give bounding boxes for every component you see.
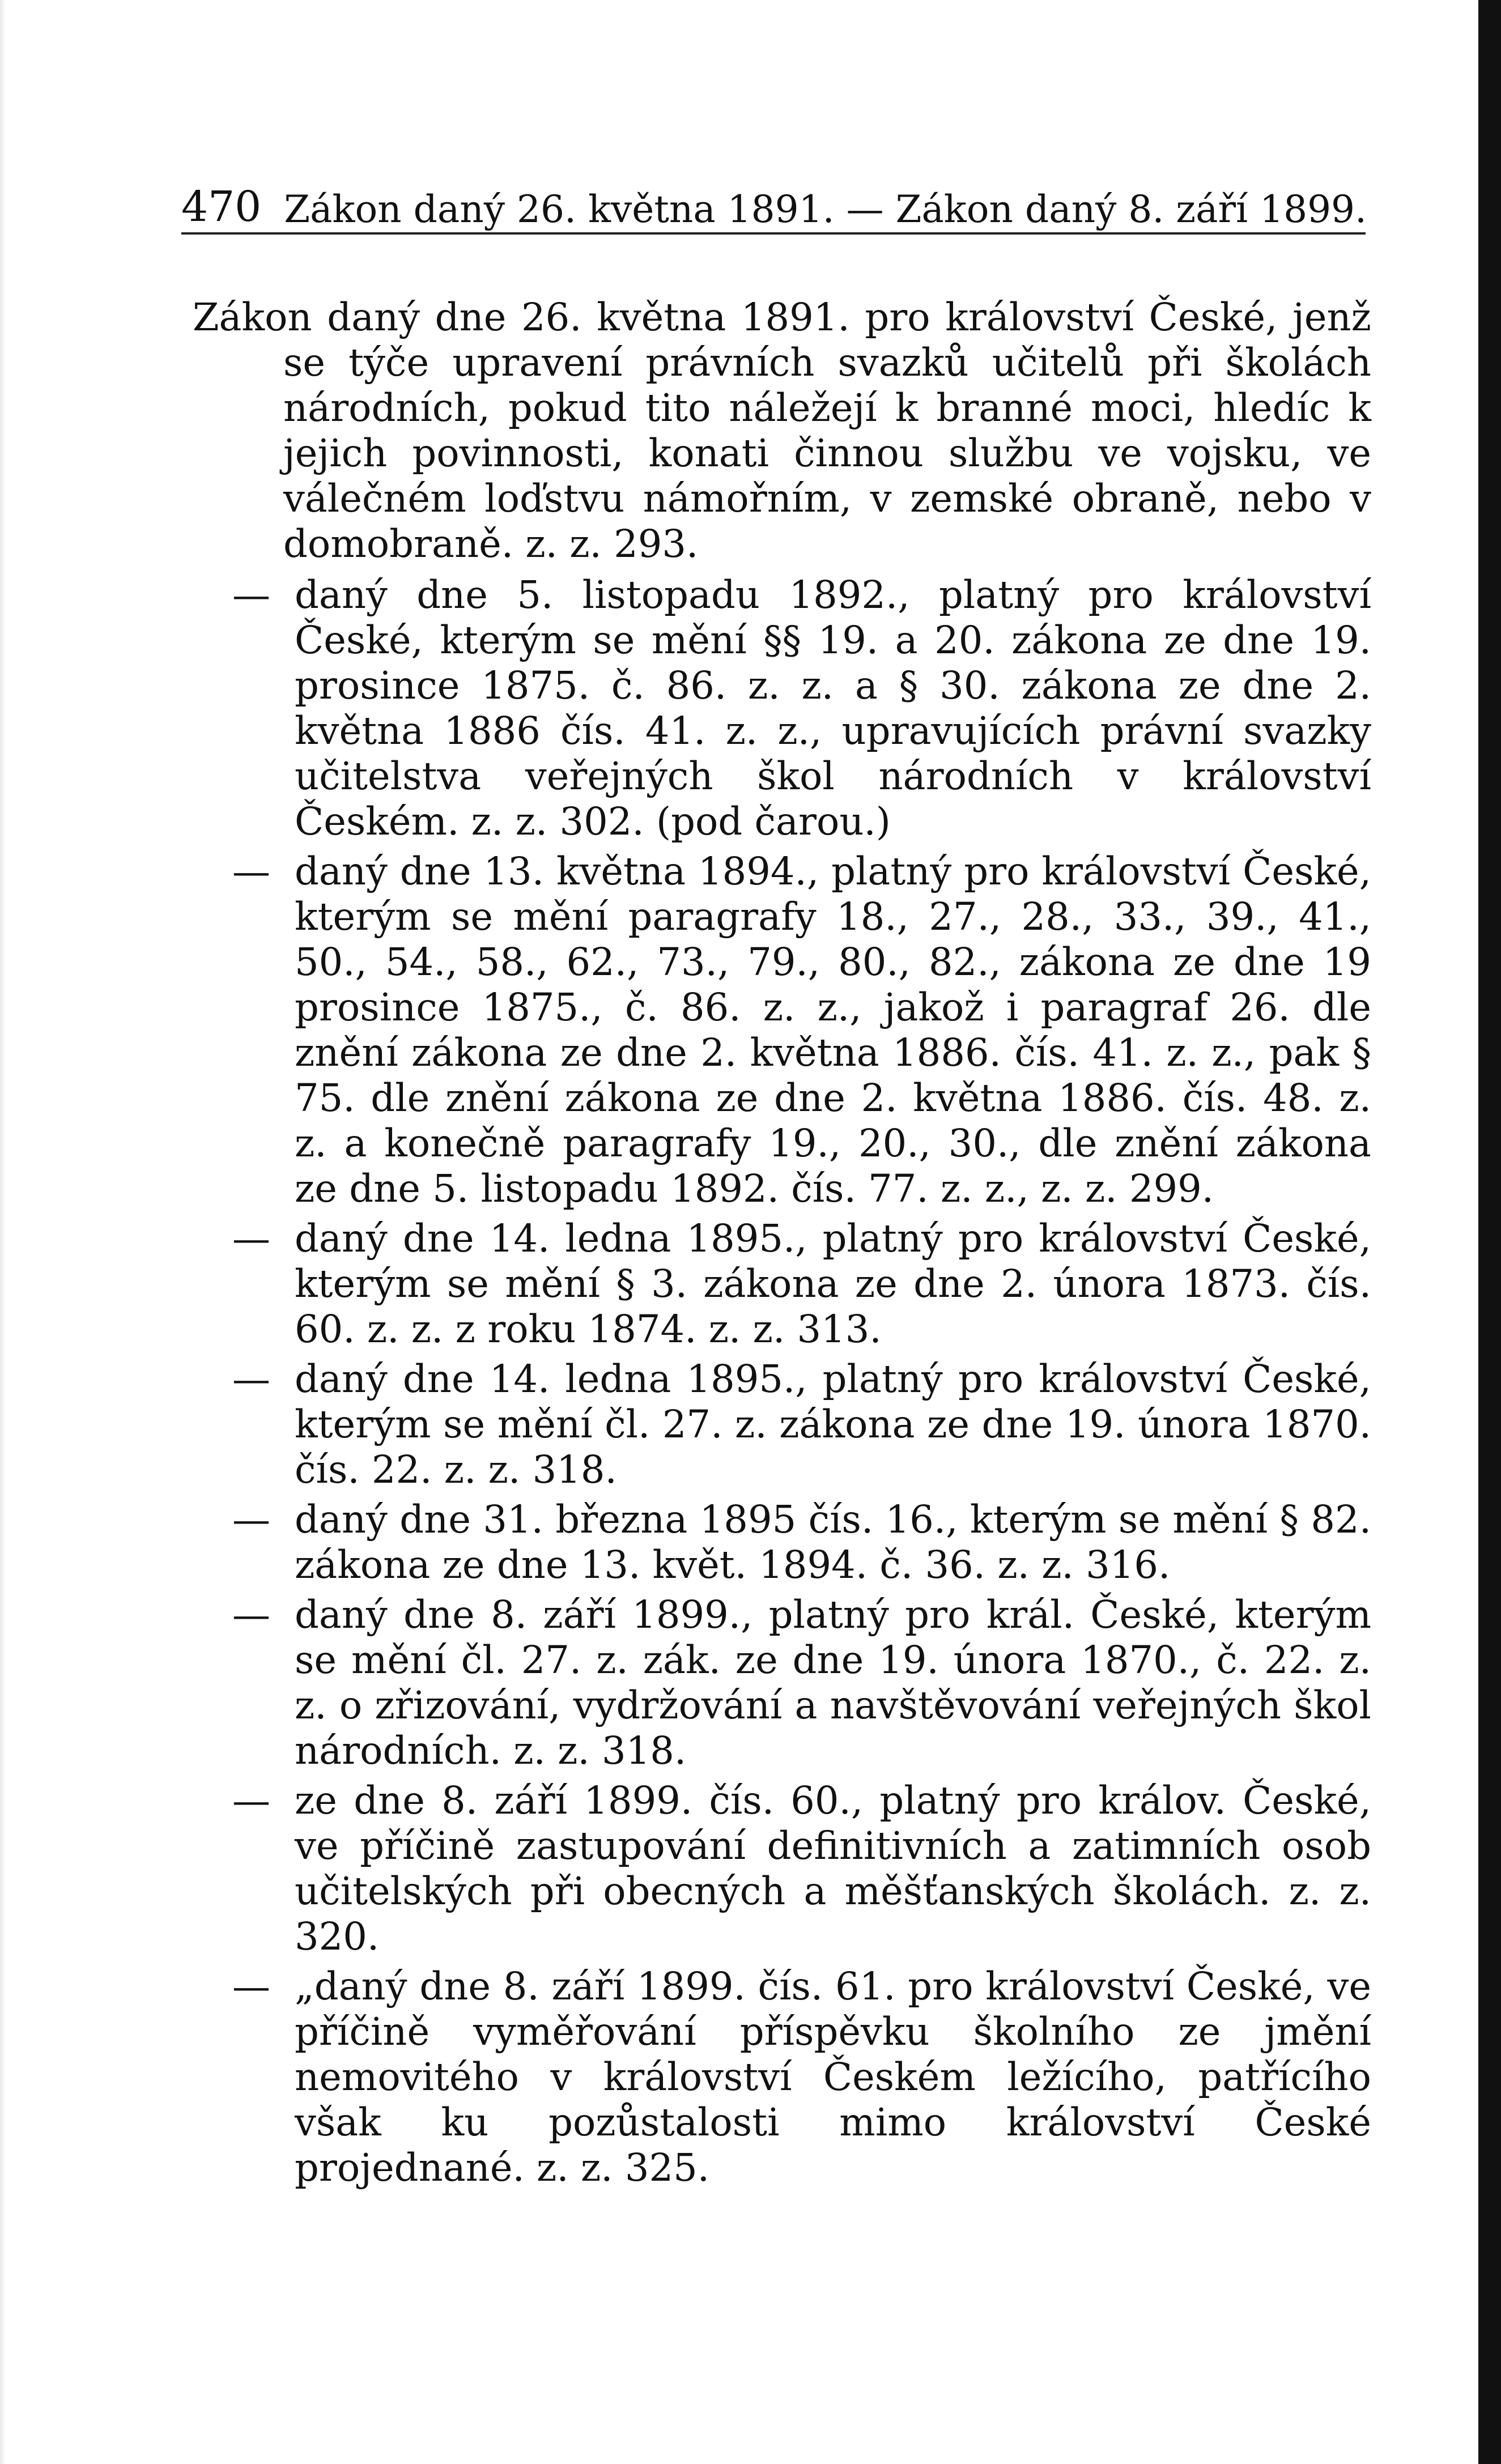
- scan-dark-edge: [1478, 0, 1501, 2464]
- list-item: [193, 1497, 1371, 1588]
- list-item: [193, 572, 1371, 844]
- index-content: [193, 295, 1371, 2195]
- entry-text: ze dne 8. září 1899. čís. 60., platný pro králov. České, ve příčině zastupování definitivních a zatimních osob učitelských při obecných a měšťanských školách. z. z. 320.: [295, 1778, 1371, 1959]
- running-title: Zákon daný 26. května 1891. — Zákon daný 8. září 1899.: [284, 188, 1367, 231]
- entry-text: „daný dne 8. září 1899. čís. 61. pro království České, ve příčině vyměřování příspěvku školního ze jmění nemovitého v království Českém ležícího, patřícího však ku pozůstalosti mimo království České projednané. z. z. 325.: [295, 1964, 1371, 2190]
- main-entry: Zákon daný dne 26. května 1891. pro království České, jenž se týče upravení právních svazků učitelů při školách národních, pokud tito náležejí k branné moci, hledíc k jejich povinnosti, konati činnou službu ve vojsku, ve válečném loďstvu námořním, v zemské obraně, nebo v domobraně. z. z. 293.: [193, 295, 1371, 566]
- page-number: 470: [181, 182, 262, 231]
- entry-text: daný dne 14. ledna 1895., platný pro království České, kterým se mění § 3. zákona ze dne 2. února 1873. čís. 60. z. z. z roku 1874. z. z. 313.: [295, 1216, 1371, 1351]
- running-header: [181, 169, 1366, 231]
- entry-text: daný dne 13. května 1894., platný pro království České, kterým se mění paragrafy 18., 27., 28., 33., 39., 41., 50., 54., 58., 62., 73., 79., 80., 82., zákona ze dne 19 prosince 1875., č. 86. z. z., jakož i paragraf 26. dle znění zákona ze dne 2. května 1886. čís. 41. z. z., pak § 75. dle znění zákona ze dne 2. května 1886. čís. 48. z. z. a konečně paragrafy 19., 20., 30., dle znění zákona ze dne 5. listopadu 1892. čís. 77. z. z., z. z. 299.: [295, 849, 1371, 1211]
- entry-dash: —: [232, 1216, 270, 1261]
- list-item: [193, 849, 1371, 1211]
- entry-dash: —: [232, 1497, 270, 1542]
- header-rule: [181, 232, 1366, 235]
- entry-dash: —: [232, 1593, 270, 1637]
- list-item: [193, 1778, 1371, 1959]
- entry-dash: —: [232, 849, 270, 893]
- entry-dash: —: [232, 573, 270, 617]
- list-item: [193, 1216, 1371, 1352]
- list-item: [193, 1356, 1371, 1492]
- list-item: [193, 1964, 1371, 2190]
- entry-dash: —: [232, 1964, 270, 2008]
- entry-dash: —: [232, 1778, 270, 1823]
- entry-text: daný dne 14. ledna 1895., platný pro království České, kterým se mění čl. 27. z. zákona ze dne 19. února 1870. čís. 22. z. z. 318.: [295, 1357, 1371, 1492]
- entry-text: daný dne 8. září 1899., platný pro král. České, kterým se mění čl. 27. z. zák. ze dne 19. února 1870., č. 22. z. z. o zřizování, vydržování a navštěvování veřejných škol národních. z. z. 318.: [295, 1593, 1371, 1773]
- list-item: [193, 1592, 1371, 1773]
- entry-dash: —: [232, 1357, 270, 1401]
- entry-text: daný dne 31. března 1895 čís. 16., kterým se mění § 82. zákona ze dne 13. květ. 1894. č. 36. z. z. 316.: [295, 1497, 1371, 1587]
- entry-text: daný dne 5. listopadu 1892., platný pro království České, kterým se mění §§ 19. a 20. zákona ze dne 19. prosince 1875. č. 86. z. z. a § 30. zákona ze dne 2. května 1886 čís. 41. z. z., upravujících právní svazky učitelstva veřejných škol národních v království Českém. z. z. 302. (pod čarou.): [295, 573, 1371, 844]
